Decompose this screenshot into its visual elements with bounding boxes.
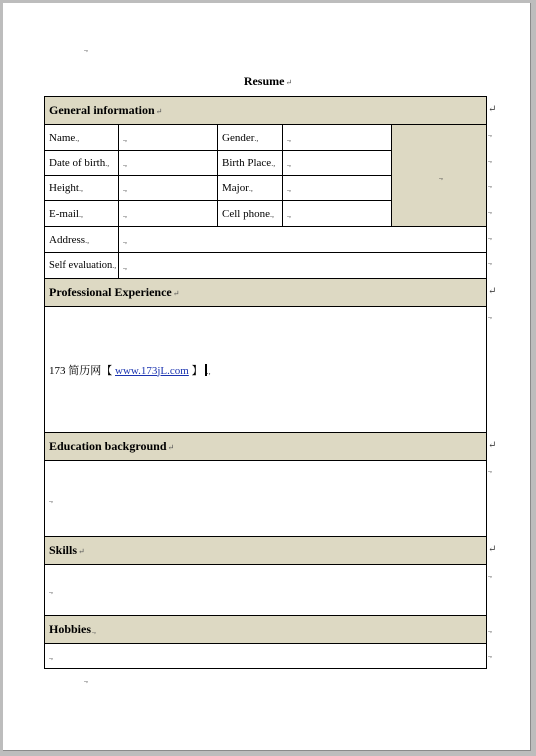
row-end-mark: .,: [488, 465, 492, 474]
self-evaluation-value[interactable]: .,: [119, 253, 487, 279]
row-end-mark: .,: [488, 257, 492, 266]
row-end-mark: .,: [488, 650, 492, 659]
row-end-mark: .,: [488, 206, 492, 215]
row-end-mark: .,: [488, 570, 492, 579]
row-end-mark: .,: [488, 311, 492, 320]
skills-heading[interactable]: Skills: [49, 543, 78, 557]
birth-place-label[interactable]: Birth Place.,: [218, 151, 283, 176]
row-end-mark: ↵: [488, 544, 497, 555]
email-value[interactable]: .,: [119, 201, 218, 227]
row-end-mark: .,: [488, 180, 492, 189]
paragraph-mark-top: .,: [84, 44, 88, 53]
gender-label[interactable]: Gender.,: [218, 125, 283, 151]
row-end-mark: .,: [488, 625, 492, 634]
professional-experience-content[interactable]: 173 简历网【 www.173jL.com 】 .,: [45, 307, 487, 433]
hobbies-content[interactable]: .,: [45, 644, 487, 669]
row-end-mark: .,: [488, 129, 492, 138]
gender-value[interactable]: .,: [283, 125, 392, 151]
cell-phone-value[interactable]: .,: [283, 201, 392, 227]
email-label[interactable]: E-mail.,: [45, 201, 119, 227]
major-label[interactable]: Major.,: [218, 176, 283, 201]
date-of-birth-label[interactable]: Date of birth.,: [45, 151, 119, 176]
height-value[interactable]: .,: [119, 176, 218, 201]
table-row: [45, 253, 487, 279]
resume-table: [44, 96, 487, 669]
self-evaluation-label[interactable]: Self evaluation.,: [45, 253, 119, 279]
paragraph-mark-bottom: .,: [84, 675, 88, 684]
height-label[interactable]: Height.,: [45, 176, 119, 201]
major-value[interactable]: .,: [283, 176, 392, 201]
education-body: [45, 461, 487, 537]
date-of-birth-value[interactable]: .,: [119, 151, 218, 176]
professional-experience-body: [45, 307, 487, 433]
table-row: [45, 227, 487, 253]
general-info-header: General information↵: [45, 97, 487, 125]
education-header: Education background↵: [45, 433, 487, 461]
hobbies-body: [45, 644, 487, 669]
site-prefix: 173 简历网【: [49, 364, 113, 377]
paragraph-mark: ↵: [285, 78, 293, 87]
photo-cell[interactable]: .,: [392, 125, 487, 227]
skills-content[interactable]: .,: [45, 565, 487, 616]
row-end-mark: ↵: [488, 286, 497, 297]
site-link[interactable]: www.173jL.com: [115, 364, 189, 377]
document-title[interactable]: [0, 74, 536, 89]
hobbies-header: Hobbies.,: [45, 616, 487, 644]
row-end-mark: .,: [488, 232, 492, 241]
cell-phone-label[interactable]: Cell phone.,: [218, 201, 283, 227]
hobbies-heading[interactable]: Hobbies: [49, 622, 92, 636]
row-end-mark: ↵: [488, 440, 497, 451]
name-value[interactable]: .,: [119, 125, 218, 151]
general-info-heading[interactable]: General information: [49, 103, 155, 117]
professional-experience-header: Professional Experience↵: [45, 279, 487, 307]
professional-experience-heading[interactable]: Professional Experience: [49, 285, 172, 299]
row-end-mark: ↵: [488, 104, 497, 115]
birth-place-value[interactable]: .,: [283, 151, 392, 176]
row-end-mark: .,: [488, 155, 492, 164]
table-row: [45, 125, 487, 151]
name-label[interactable]: Name.,: [45, 125, 119, 151]
education-heading[interactable]: Education background: [49, 439, 167, 453]
site-suffix: 】: [188, 364, 203, 377]
skills-header: Skills↵: [45, 537, 487, 565]
address-value[interactable]: .,: [119, 227, 487, 253]
address-label[interactable]: Address.,: [45, 227, 119, 253]
title-text[interactable]: Resume: [243, 74, 285, 88]
skills-body: [45, 565, 487, 616]
education-content[interactable]: .,: [45, 461, 487, 537]
